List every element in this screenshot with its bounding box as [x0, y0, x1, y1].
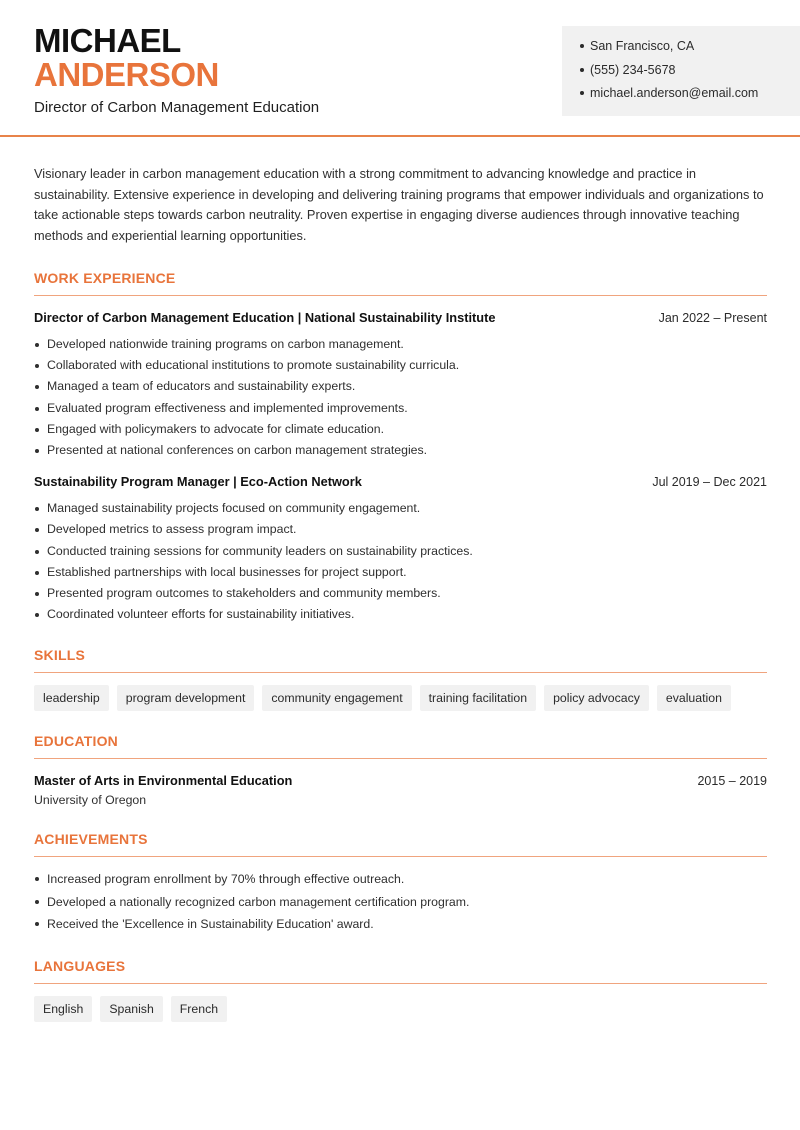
- list-item: Developed metrics to assess program impact.: [34, 519, 767, 540]
- list-item: Collaborated with educational institutions to promote sustainability curricula.: [34, 355, 767, 376]
- contact-phone: (555) 234-5678: [580, 62, 800, 86]
- achievements-section: [34, 831, 767, 936]
- job-entry: [34, 310, 767, 461]
- list-item: Managed sustainability projects focused on community engagement.: [34, 498, 767, 519]
- achievement-list: [34, 868, 767, 936]
- contact-box: [562, 26, 800, 116]
- list-item: Developed nationwide training programs on carbon management.: [34, 334, 767, 355]
- contact-location: San Francisco, CA: [580, 38, 800, 62]
- list-item: Developed a nationally recognized carbon management certification program.: [34, 891, 767, 914]
- list-item: Engaged with policymakers to advocate for climate education.: [34, 419, 767, 440]
- list-item: Coordinated volunteer efforts for sustainability initiatives.: [34, 604, 767, 625]
- language-tags: [34, 996, 767, 1022]
- list-item: Evaluated program effectiveness and implemented improvements.: [34, 398, 767, 419]
- list-item: Received the 'Excellence in Sustainability Education' award.: [34, 913, 767, 936]
- job-title: Director of Carbon Management Education: [34, 99, 320, 116]
- job-bullets: [34, 498, 767, 625]
- summary: Visionary leader in carbon management education with a strong commitment to advancing knowledge and practice in sustainability. Extensive experience in developing and delivering training programs that empower individuals and organizations to take actionable steps towards carbon neutrality. Proven expertise in engaging diverse audiences through innovative teaching methods and experiential learning opportunities.: [34, 166, 764, 243]
- job-dates: Jul 2019 – Dec 2021: [652, 475, 767, 490]
- degree: Master of Arts in Environmental Education: [34, 773, 293, 789]
- job-bullets: [34, 334, 767, 461]
- resume-body: [34, 164, 767, 1022]
- school: University of Oregon: [34, 793, 147, 808]
- languages-section: [34, 958, 767, 1022]
- job-dates: Jan 2022 – Present: [658, 311, 767, 325]
- skill-tag: leadership: [34, 685, 109, 711]
- education-section: [34, 733, 767, 807]
- list-item: Established partnerships with local businesses for project support.: [34, 562, 767, 583]
- list-item: Conducted training sessions for community leaders on sustainability practices.: [34, 541, 767, 562]
- skill-tag: program development: [117, 685, 255, 711]
- section-title-work: WORK EXPERIENCE: [34, 270, 767, 296]
- last-name: ANDERSON: [34, 56, 219, 93]
- resume-header: [0, 0, 800, 137]
- full-name: [34, 24, 219, 92]
- job-entry: [34, 474, 767, 625]
- language-tag: French: [171, 996, 227, 1022]
- education-dates: 2015 – 2019: [697, 774, 767, 789]
- list-item: Presented at national conferences on carbon management strategies.: [34, 440, 767, 461]
- skill-tags: [34, 685, 767, 711]
- list-item: Increased program enrollment by 70% through effective outreach.: [34, 868, 767, 891]
- skill-tag: policy advocacy: [544, 685, 649, 711]
- section-title-achievements: ACHIEVEMENTS: [34, 831, 767, 857]
- list-item: Presented program outcomes to stakeholders and community members.: [34, 583, 767, 604]
- language-tag: English: [34, 996, 92, 1022]
- list-item: Managed a team of educators and sustainability experts.: [34, 376, 767, 397]
- skill-tag: evaluation: [657, 685, 731, 711]
- contact-email[interactable]: michael.anderson@email.com: [580, 85, 800, 109]
- job-role: Director of Carbon Management Education | National Sustainability Institute: [34, 310, 496, 325]
- section-title-languages: LANGUAGES: [34, 958, 767, 984]
- section-title-skills: SKILLS: [34, 647, 767, 673]
- skills-section: [34, 647, 767, 711]
- work-experience-section: [34, 270, 767, 625]
- skill-tag: training facilitation: [420, 685, 536, 711]
- job-role: Sustainability Program Manager | Eco-Action Network: [34, 474, 362, 490]
- skill-tag: community engagement: [262, 685, 411, 711]
- first-name: MICHAEL: [34, 22, 181, 59]
- language-tag: Spanish: [100, 996, 162, 1022]
- section-title-education: EDUCATION: [34, 733, 767, 759]
